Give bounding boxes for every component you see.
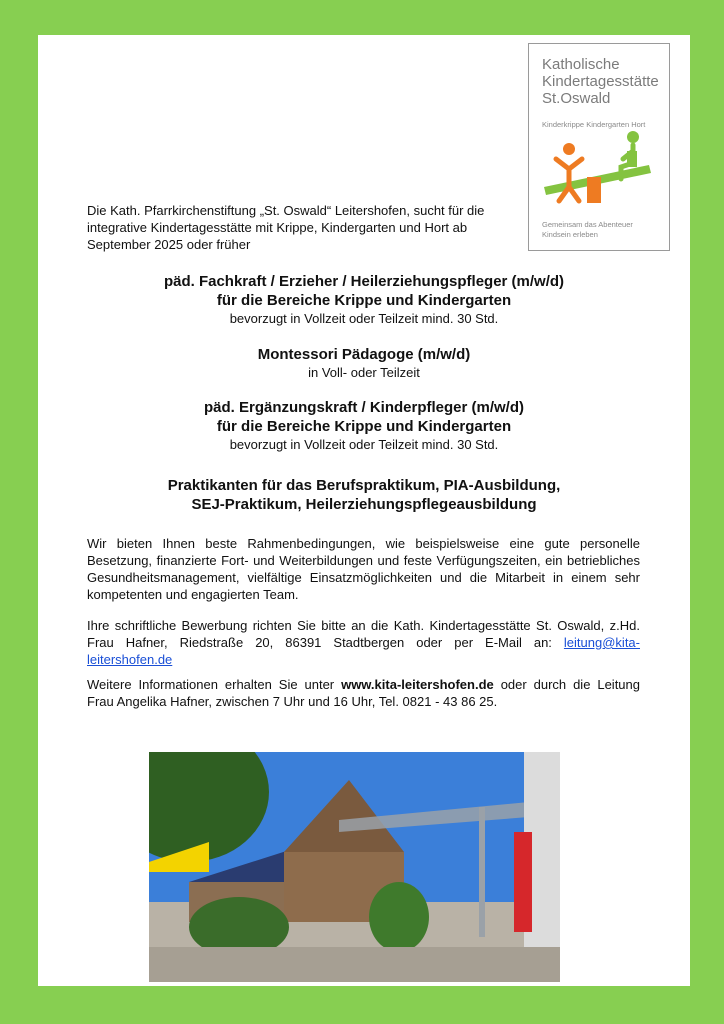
info-text-pre: Weitere Informationen erhalten Sie unter: [87, 677, 335, 692]
job-title: päd. Fachkraft / Erzieher / Heilerziehungspfleger (m/w/d): [163, 273, 565, 290]
job-conditions: in Voll- oder Teilzeit: [308, 365, 420, 380]
job-praktikanten: [38, 476, 690, 514]
job-title: Praktikanten für das Berufspraktikum, PIA-Ausbildung,: [167, 477, 561, 494]
job-title-line-2: für die Bereiche Krippe und Kindergarten: [216, 418, 512, 435]
job-fachkraft: [38, 272, 690, 327]
info-paragraph: [87, 676, 640, 710]
email-link[interactable]: leitung@kita-leitershofen.de: [87, 635, 640, 667]
job-conditions: bevorzugt in Vollzeit oder Teilzeit mind. 30 Std.: [229, 437, 499, 452]
kita-logo: [528, 43, 670, 251]
job-title-line-2: SEJ-Praktikum, Heilerziehungspflegeausbildung: [191, 496, 537, 513]
logo-slogan: [542, 220, 633, 240]
offer-paragraph: Wir bieten Ihnen beste Rahmenbedingungen, wie beispielsweise eine gute personelle Besetzung, finanzierte Fort- und Weiterbildungen und feste Verfügungszeiten, ein betriebliches Gesundheitsmanagement, vielfältige Einsatzmöglichkeiten und die Mitarbeit in einem sehr kompetenten und engagierten Team.: [87, 536, 640, 602]
job-title-line-2: für die Bereiche Krippe und Kindergarten: [216, 292, 512, 309]
website-link[interactable]: www.kita-leitershofen.de: [341, 677, 494, 692]
intro-text: Die Kath. Pfarrkirchenstiftung „St. Oswald“ Leitershofen, sucht für die integrative Kindertagesstätte mit Krippe, Kindergarten und Hort ab September 2025 oder früher: [87, 203, 485, 252]
info-text-post: oder durch die Leitung Frau Angelika Hafner, zwischen 7 Uhr und 16 Uhr, Tel. 0821 - 43 86 25.: [87, 677, 640, 709]
logo-title: [542, 56, 659, 107]
job-conditions: bevorzugt in Vollzeit oder Teilzeit mind. 30 Std.: [229, 311, 499, 326]
job-title: Montessori Pädagoge (m/w/d): [257, 346, 471, 363]
logo-line-1: Katholische: [542, 56, 620, 73]
job-montessori: [38, 345, 690, 381]
application-paragraph: [87, 617, 640, 668]
logo-line-2: Kindertagesstätte: [542, 73, 659, 90]
logo-slogan-line-2: Kindsein erleben: [542, 230, 598, 239]
seesaw-children-icon: [539, 129, 659, 214]
flyer-sheet: [38, 35, 690, 986]
application-text: Ihre schriftliche Bewerbung richten Sie bitte an die Kath. Kindertagesstätte St. Oswald, z.Hd. Frau Hafner, Riedstraße 20, 86391 Stadtbergen oder per E-Mail an:: [87, 618, 640, 650]
logo-subtitle: Kinderkrippe Kindergarten Hort: [542, 120, 646, 129]
job-ergaenzungskraft: [38, 398, 690, 453]
logo-line-3: St.Oswald: [542, 90, 611, 107]
kita-building-photo: [149, 752, 560, 982]
logo-slogan-line-1: Gemeinsam das Abenteuer: [542, 220, 633, 229]
job-title: päd. Ergänzungskraft / Kinderpfleger (m/w/d): [203, 399, 525, 416]
